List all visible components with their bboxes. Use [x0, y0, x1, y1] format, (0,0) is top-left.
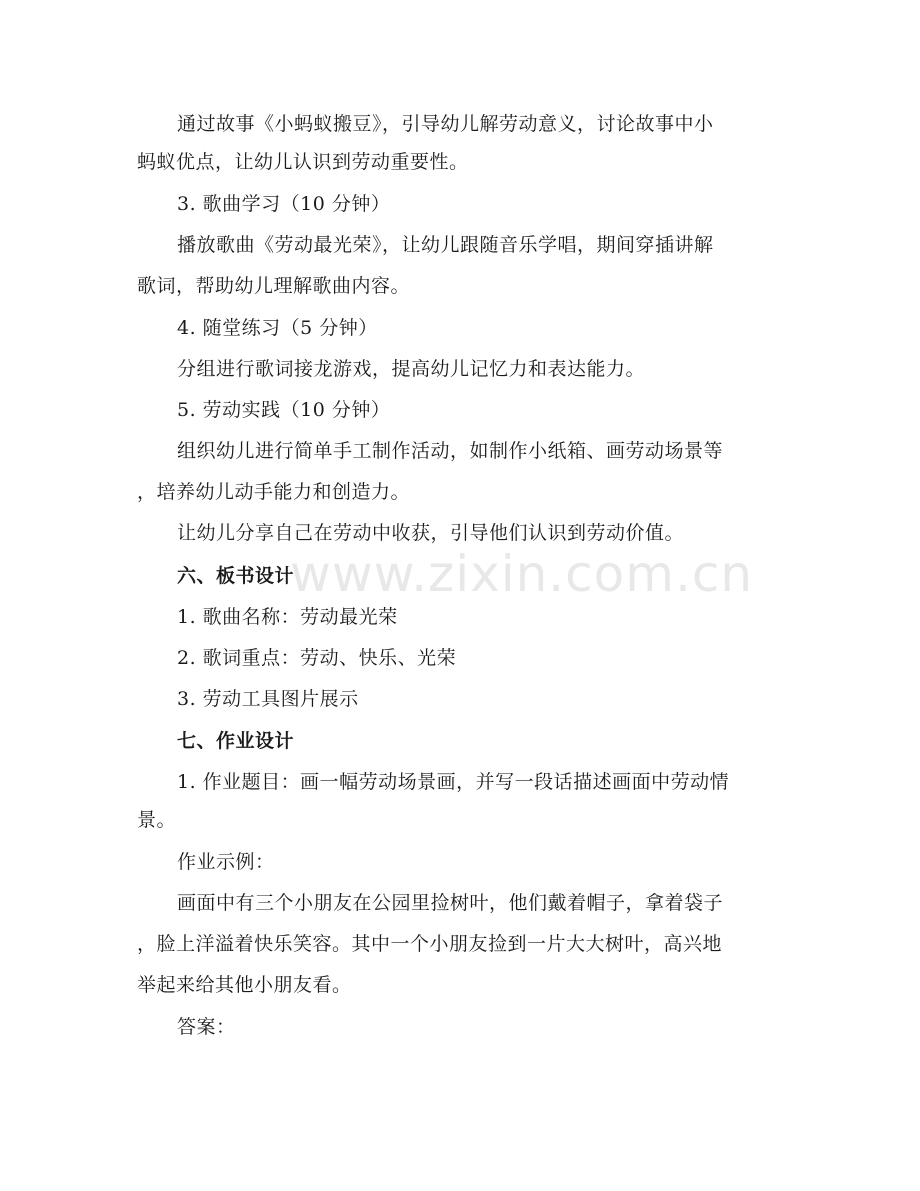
- story-paragraph-line-2: 蚂蚁优点，让幼儿认识到劳动重要性。: [137, 151, 469, 173]
- homework-item-line-2: 景。: [137, 809, 177, 831]
- example-label: 作业示例：: [177, 851, 275, 873]
- song-paragraph-line-2: 歌词，帮助幼儿理解歌曲内容。: [137, 275, 411, 297]
- practice-paragraph: 分组进行歌词接龙游戏，提高幼儿记忆力和表达能力。: [177, 358, 646, 380]
- step-3-heading: 3. 歌曲学习（10 分钟）: [177, 193, 391, 215]
- practice-activity-line-2: ，培养幼儿动手能力和创造力。: [137, 481, 411, 503]
- story-paragraph-line-1: 通过故事《小蚂蚁搬豆》，引导幼儿解劳动意义，讨论故事中小: [177, 113, 714, 135]
- section-7-heading: 七、作业设计: [177, 730, 295, 752]
- section-6-heading: 六、板书设计: [177, 565, 295, 587]
- example-paragraph-line-1: 画面中有三个小朋友在公园里捡树叶，他们戴着帽子，拿着袋子: [177, 892, 724, 914]
- song-paragraph-line-1: 播放歌曲《劳动最光荣》，让幼儿跟随音乐学唱，期间穿插讲解: [177, 234, 714, 256]
- share-paragraph: 让幼儿分享自己在劳动中收获，引导他们认识到劳动价值。: [177, 522, 685, 544]
- example-paragraph-line-3: 举起来给其他小朋友看。: [137, 974, 352, 996]
- answer-label: 答案：: [177, 1016, 236, 1038]
- step-5-heading: 5. 劳动实践（10 分钟）: [177, 399, 391, 421]
- practice-activity-line-1: 组织幼儿进行简单手工制作活动，如制作小纸箱、画劳动场景等: [177, 440, 724, 462]
- example-paragraph-line-2: ，脸上洋溢着快乐笑容。其中一个小朋友捡到一片大大树叶，高兴地: [137, 933, 723, 955]
- board-item-1: 1. 歌曲名称：劳动最光荣: [177, 606, 398, 628]
- board-item-2: 2. 歌词重点：劳动、快乐、光荣: [177, 647, 457, 669]
- watermark: www.zixin.com.cn: [290, 545, 754, 603]
- homework-item-line-1: 1. 作业题目：画一幅劳动场景画，并写一段话描述画面中劳动情: [177, 771, 730, 793]
- board-item-3: 3. 劳动工具图片展示: [177, 688, 359, 710]
- step-4-heading: 4. 随堂练习（5 分钟）: [177, 317, 378, 339]
